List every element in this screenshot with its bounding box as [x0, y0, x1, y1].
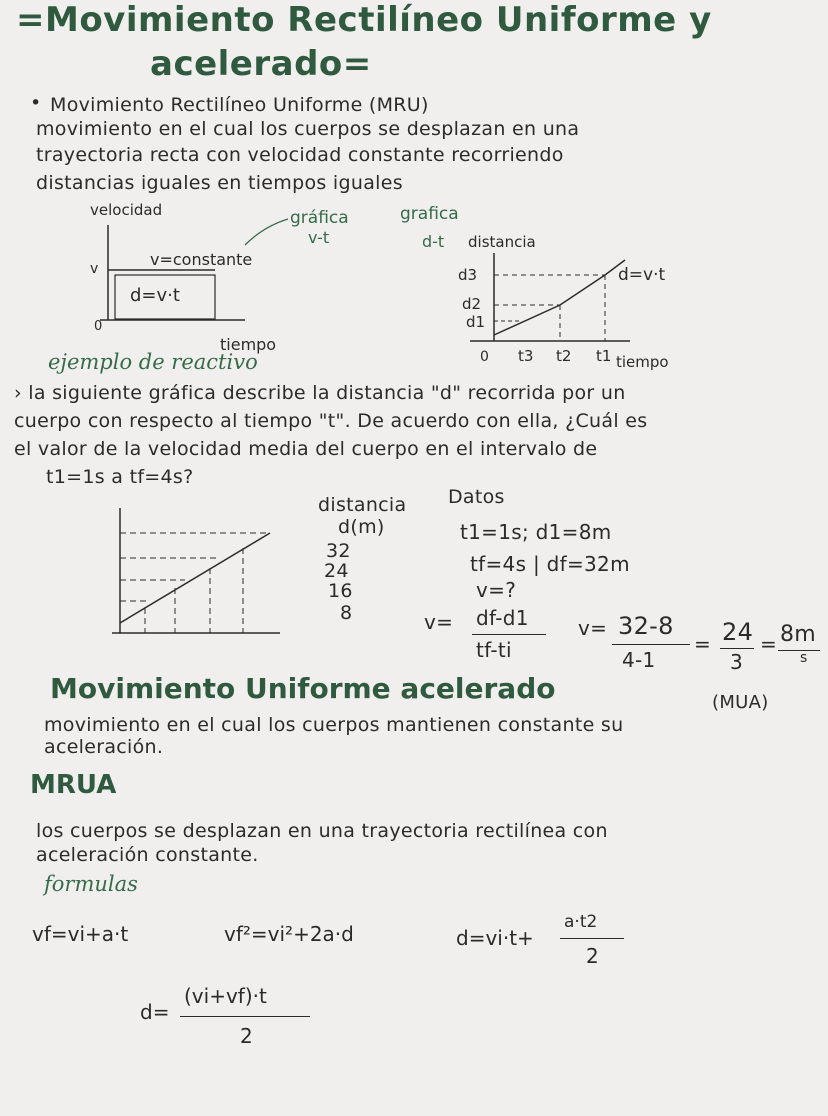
dt-caption-2: d-t — [422, 232, 445, 251]
mru-definition-line3: distancias iguales en tiempos iguales — [36, 172, 403, 194]
example-axis-label-2: d(m) — [338, 516, 385, 538]
mua-definition-line2: aceleración. — [44, 736, 164, 758]
example-question-line1: › la siguiente gráfica describe la distancia "d" recorrida por un — [14, 382, 626, 404]
vt-v-label: v — [90, 261, 99, 277]
calc-eq2: = — [760, 632, 778, 656]
mru-definition-line2: trayectoria recta con velocidad constante recorriendo — [36, 144, 564, 166]
dt-origin: 0 — [480, 349, 489, 365]
mrua-heading: MRUA — [30, 770, 117, 800]
calc-eq1: = — [694, 632, 712, 656]
calc-result-num: 8m — [780, 622, 817, 647]
vt-graph — [70, 195, 370, 355]
mrua-definition-line1: los cuerpos se desplazan en una trayectoria rectilínea con — [36, 820, 608, 842]
mua-tag: (MUA) — [712, 692, 769, 713]
mrua-definition-line2: aceleración constante. — [36, 844, 259, 866]
example-question-line4: t1=1s a tf=4s? — [46, 466, 194, 488]
example-line — [120, 533, 270, 623]
formula-d-num: a·t2 — [564, 912, 598, 932]
datos-title: Datos — [448, 486, 505, 508]
dt-t3: t3 — [518, 347, 534, 365]
calc-num: 32-8 — [618, 612, 674, 640]
example-question-line3: el valor de la velocidad media del cuerpo en el intervalo de — [14, 438, 598, 460]
formula-d2-den: 2 — [240, 1024, 253, 1048]
dt-d2: d2 — [462, 295, 482, 313]
vt-origin: 0 — [94, 319, 103, 334]
formula-d2-lhs: d= — [140, 1000, 170, 1024]
calc-frac2-num: 24 — [722, 618, 754, 646]
calc-result-bar — [778, 650, 820, 651]
example-value-32: 32 — [326, 540, 351, 562]
calc-bar — [612, 644, 690, 645]
formula-d2-num: (vi+vf)·t — [184, 984, 267, 1008]
example-value-24: 24 — [324, 560, 349, 582]
mua-definition-line1: movimiento en el cual los cuerpos mantienen constante su — [44, 714, 624, 736]
formula-d-den: 2 — [586, 944, 599, 968]
dt-graph — [400, 205, 720, 375]
formula-d-lhs: d=vi·t+ — [456, 926, 534, 950]
dt-xlabel: tiempo — [616, 353, 669, 371]
mua-heading: Movimiento Uniforme acelerado — [50, 672, 556, 705]
calc-result-den: s — [800, 650, 808, 666]
calc-frac2-bar — [720, 648, 754, 649]
example-axis-label-1: distancia — [318, 494, 407, 516]
example-question-line2: cuerpo con respecto al tiempo "t". De acuerdo con ella, ¿Cuál es — [14, 410, 648, 432]
datos-line2: tf=4s | df=32m — [470, 552, 630, 576]
dt-d1: d1 — [466, 313, 486, 331]
formula-vf: vf=vi+a·t — [32, 922, 129, 946]
example-formula-bar — [472, 634, 546, 635]
example-value-8: 8 — [340, 602, 353, 624]
mru-definition-line1: movimiento en el cual los cuerpos se desplazan en una — [36, 118, 580, 140]
example-graph — [100, 498, 300, 648]
mru-heading: Movimiento Rectilíneo Uniforme (MRU) — [50, 94, 429, 116]
vt-ylabel: velocidad — [90, 201, 163, 219]
dt-t2: t2 — [556, 347, 572, 365]
calc-v: v= — [578, 616, 608, 640]
vt-caption-arrow — [245, 219, 288, 245]
dt-ylabel: distancia — [468, 233, 536, 251]
dt-line-label: d=v·t — [618, 265, 666, 285]
formula-d2-bar — [180, 1016, 310, 1017]
datos-line1: t1=1s; d1=8m — [460, 520, 612, 544]
example-formula-num: df-d1 — [476, 606, 529, 630]
vt-area-label: d=v·t — [130, 285, 180, 306]
page-title-line1: =Movimiento Rectilíneo Uniforme y — [16, 0, 712, 40]
example-formula-v: v= — [424, 610, 454, 634]
vt-xlabel: tiempo — [220, 335, 277, 354]
formula-d-bar — [560, 938, 624, 939]
example-value-16: 16 — [328, 580, 353, 602]
vt-caption-1: gráfica — [290, 208, 349, 228]
calc-frac2-den: 3 — [730, 650, 744, 674]
dt-caption-1: grafica — [400, 205, 459, 224]
page-title-line2: acelerado= — [150, 44, 372, 84]
formulas-heading: formulas — [44, 872, 138, 896]
vt-caption-2: v-t — [308, 228, 330, 247]
example-heading: ejemplo de reactivo — [48, 350, 258, 374]
example-formula-den: tf-ti — [476, 638, 512, 662]
formula-vf2: vf²=vi²+2a·d — [224, 922, 354, 946]
datos-line3: v=? — [476, 578, 517, 602]
calc-den: 4-1 — [622, 648, 656, 672]
dt-t1: t1 — [596, 347, 612, 365]
vt-line-label: v=constante — [150, 250, 253, 269]
dt-d3: d3 — [458, 266, 478, 284]
mru-bullet: • — [30, 92, 42, 114]
